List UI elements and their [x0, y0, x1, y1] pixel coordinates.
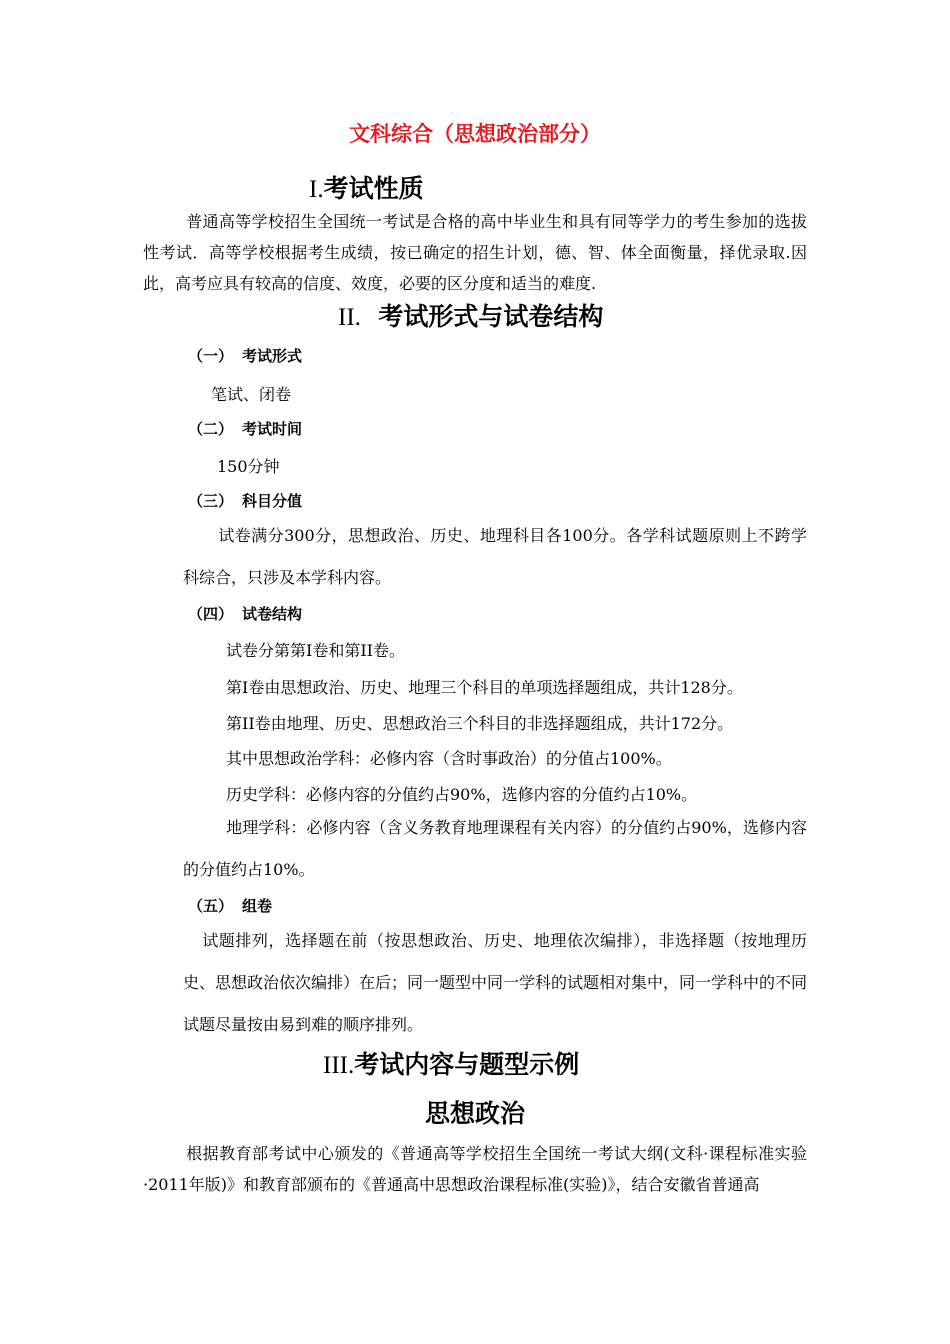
subsection-1-heading — [188, 345, 302, 366]
subsection-5-heading — [188, 895, 272, 916]
subsection-3-title: 科目分值 — [242, 492, 303, 510]
subsection-2-body: 150分钟 — [217, 457, 280, 476]
section-1-title: 考试性质 — [323, 174, 424, 203]
section-3-subtitle: 思想政治 — [424, 1099, 525, 1128]
section-1-paragraph: 普通高等学校招生全国统一考试是合格的高中毕业生和具有同等学力的考生参加的选拔性考试．高等学校根据考生成绩，按已确定的招生计划，德、智、体全面衡量，择优录取.因此，高考应具有较高的信度、效度，必要的区分度和适当的难度. — [143, 212, 807, 293]
subsection-4-line-5: 历史学科：必修内容的分值约占90%，选修内容的分值约占10%。 — [226, 785, 698, 804]
subsection-4-number: （四） — [188, 605, 234, 623]
subsection-4-line-1: 试卷分第第I卷和第II卷。 — [226, 641, 405, 660]
subsection-3-body: 试卷满分300分，思想政治、历史、地理科目各100分。各学科试题原则上不跨学科综合，只涉及本学科内容。 — [183, 526, 807, 587]
subsection-2-number: （二） — [188, 420, 234, 438]
subsection-5-number: （五） — [188, 897, 234, 915]
subsection-3-heading — [188, 490, 302, 511]
section-3-paragraph: 根据教育部考试中心颁发的《普通高等学校招生全国统一考试大纲(文科·课程标准实验·2011年版)》和教育部颁布的《普通高中思想政治课程标准(实验)》，结合安徽省普通高 — [143, 1144, 807, 1194]
subsection-2-heading — [188, 418, 302, 439]
subsection-2-title: 考试时间 — [242, 420, 303, 438]
subsection-4-title: 试卷结构 — [242, 605, 303, 623]
subsection-4-line-4: 其中思想政治学科：必修内容（含时事政治）的分值占100%。 — [226, 749, 672, 768]
section-3-heading — [323, 1045, 579, 1081]
section-3-title: 考试内容与题型示例 — [354, 1050, 580, 1079]
subsection-1-number: （一） — [188, 347, 234, 365]
subsection-3-number: （三） — [188, 492, 234, 510]
section-2-number: II. — [338, 304, 361, 331]
subsection-4-heading — [188, 603, 302, 624]
subsection-1-title: 考试形式 — [242, 347, 303, 365]
document-title: 文科综合（思想政治部分） — [349, 122, 601, 146]
subsection-1-body: 笔试、闭卷 — [211, 385, 292, 404]
subsection-5-title: 组卷 — [242, 897, 273, 915]
section-2-heading — [338, 297, 603, 333]
section-2-title: 考试形式与试卷结构 — [378, 302, 604, 331]
subsection-5-body: 试题排列，选择题在前（按思想政治、历史、地理依次编排），非选择题（按地理历史、思想政治依次编排）在后；同一题型中同一学科的试题相对集中，同一学科中的不同试题尽量按由易到难的顺序排列。 — [183, 931, 808, 1034]
section-3-number: III. — [323, 1052, 355, 1079]
subsection-4-line-3: 第II卷由地理、历史、思想政治三个科目的非选择题组成，共计172分。 — [226, 714, 734, 733]
subsection-4-last-paragraph: 地理学科：必修内容（含义务教育地理课程有关内容）的分值约占90%，选修内容的分值约占10%。 — [183, 818, 807, 879]
subsection-4-line-2: 第I卷由思想政治、历史、地理三个科目的单项选择题组成，共计128分。 — [226, 678, 743, 697]
section-1-number: I. — [309, 176, 324, 203]
section-1-heading — [309, 169, 424, 205]
